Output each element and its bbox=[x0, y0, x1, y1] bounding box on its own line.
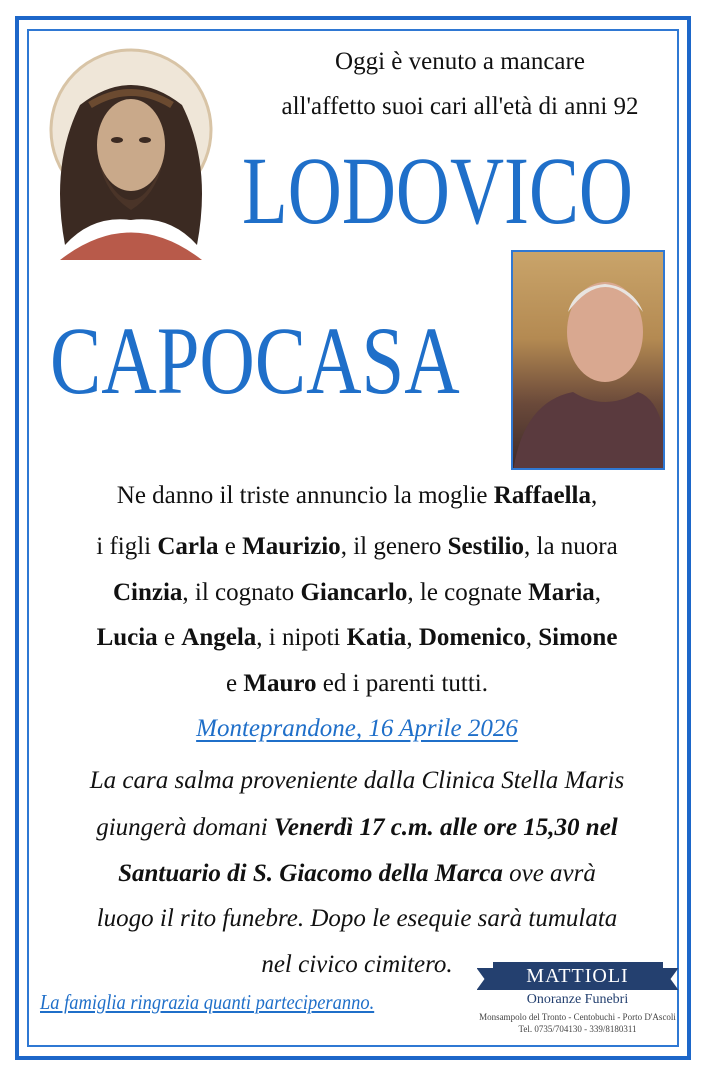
name-highlight: Mauro bbox=[243, 670, 317, 697]
logo-locations: Monsampolo del Tronto - Centobuchi - Porto D'Ascoli bbox=[479, 1012, 676, 1022]
logo-name: MATTIOLI bbox=[493, 962, 663, 990]
name-highlight: Raffaella bbox=[493, 482, 591, 509]
logo-subtitle: Onoranze Funebri bbox=[526, 992, 629, 1007]
last-name: CAPOCASA bbox=[50, 307, 460, 414]
text-segment: e bbox=[157, 624, 182, 651]
text-segment: , la nuora bbox=[524, 533, 618, 560]
text-segment: giungerà domani bbox=[96, 814, 275, 841]
date-line bbox=[30, 715, 684, 743]
text-segment: , bbox=[594, 579, 602, 606]
funeral-line bbox=[30, 767, 684, 795]
announcement-line bbox=[30, 579, 684, 607]
text-segment: nel civico cimitero. bbox=[261, 951, 453, 978]
text-segment: , il genero bbox=[340, 533, 448, 560]
name-highlight: Lucia bbox=[96, 624, 158, 651]
funeral-line bbox=[30, 905, 684, 933]
name-highlight: Maria bbox=[528, 579, 595, 606]
name-highlight: Sestilio bbox=[447, 533, 525, 560]
funeral-line bbox=[30, 860, 684, 888]
text-segment: , il cognato bbox=[182, 579, 301, 606]
text-segment: i figli bbox=[96, 533, 158, 560]
name-highlight: Maurizio bbox=[242, 533, 341, 560]
name-highlight: Giancarlo bbox=[300, 579, 408, 606]
name-highlight: Cinzia bbox=[112, 579, 183, 606]
name-highlight: Angela bbox=[181, 624, 257, 651]
text-segment: ove avrà bbox=[502, 860, 596, 887]
text-segment: , i nipoti bbox=[256, 624, 347, 651]
text-segment: e bbox=[218, 533, 243, 560]
text-segment: , le cognate bbox=[407, 579, 529, 606]
text-segment: Ne danno il triste annuncio la moglie bbox=[116, 482, 494, 509]
funeral-home-logo bbox=[470, 962, 685, 1034]
text-segment: ed i parenti tutti. bbox=[316, 670, 488, 697]
text-segment: , bbox=[406, 624, 419, 651]
text-segment: , bbox=[590, 482, 598, 509]
name-highlight: Santuario di S. Giacomo della Marca bbox=[118, 860, 503, 887]
portrait-icon bbox=[513, 252, 665, 470]
christ-image bbox=[40, 45, 222, 267]
text-segment: La cara salma proveniente dalla Clinica Stella Maris bbox=[89, 767, 625, 794]
logo-phone: Tel. 0735/704130 - 339/8180311 bbox=[518, 1024, 637, 1034]
name-highlight: Domenico bbox=[418, 624, 526, 651]
text-segment: luogo il rito funebre. Dopo le esequie sarà tumulata bbox=[96, 905, 618, 932]
intro-line-1: Oggi è venuto a mancare bbox=[335, 48, 585, 75]
name-highlight: Katia bbox=[346, 624, 407, 651]
name-highlight: Venerdì 17 c.m. alle ore 15,30 nel bbox=[274, 814, 618, 841]
funeral-line bbox=[30, 814, 684, 842]
intro-line-2: all'affetto suoi cari all'età di anni 92 bbox=[281, 93, 639, 120]
announcement-line bbox=[30, 533, 684, 561]
name-highlight: Carla bbox=[157, 533, 219, 560]
thanks-line: La famiglia ringrazia quanti parteciperanno. bbox=[40, 990, 375, 1014]
deceased-photo bbox=[511, 250, 665, 470]
first-name: LODOVICO bbox=[242, 137, 633, 244]
name-highlight: Simone bbox=[538, 624, 618, 651]
text-segment: e bbox=[226, 670, 244, 697]
place-date: Monteprandone, 16 Aprile 2026 bbox=[196, 715, 518, 742]
announcement-line bbox=[30, 482, 684, 510]
text-segment: , bbox=[525, 624, 539, 651]
announcement-line bbox=[30, 670, 684, 698]
announcement-line bbox=[30, 624, 684, 652]
